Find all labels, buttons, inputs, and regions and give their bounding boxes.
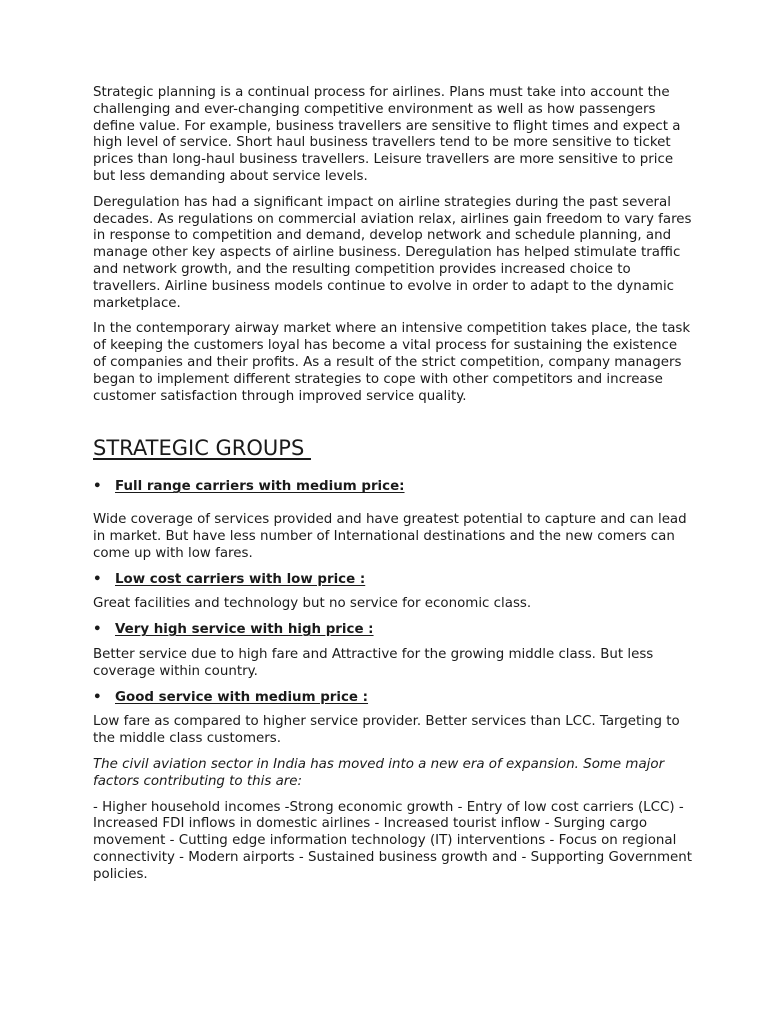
factors-paragraph: - Higher household incomes -Strong economic growth - Entry of low cost carriers (LCC) -Increased FDI inflows in domestic airlines - Increased tourist inflow - Surging cargo movement - Cutting edge information technology (IT) interventions - Focus on regional connectivity - Modern airports - Sustained business growth and - Supporting Government policies. bbox=[93, 799, 692, 882]
intro-paragraph-2: Deregulation has had a significant impact on airline strategies during the past several decades. As regulations on commercial aviation relax, airlines gain freedom to vary fares in response to competition and demand, develop network and schedule planning, and manage other key aspects of airline business. Deregulation has helped stimulate traffic and network growth, and the resulting competition provides increased choice to travellers. Airline business models continue to evolve in order to adapt to the dynamic marketplace. bbox=[93, 194, 692, 311]
group-description-good-service: Low fare as compared to higher service provider. Better services than LCC. Targeting to the middle class customers. bbox=[93, 714, 680, 747]
group-description-low-cost: Great facilities and technology but no service for economic class. bbox=[93, 596, 532, 612]
intro-paragraph-1: Strategic planning is a continual process for airlines. Plans must take into account the challenging and ever-changing competitive environment as well as how passengers define value. For example, business travellers are sensitive to flight times and expect a high level of service. Short haul business travellers tend to be more sensitive to ticket prices than long-haul business travellers. Leisure travellers are more sensitive to price but less demanding about service levels. bbox=[93, 85, 681, 184]
group-title-very-high-service bbox=[93, 622, 693, 639]
intro-paragraph-3: In the contemporary airway market where an intensive competition takes place, the task of keeping the customers loyal has become a vital process for sustaining the existence of companies and their profits. As a result of the strict competition, company managers began to implement different strategies to cope with other competitors and increase customer satisfaction through improved service quality. bbox=[93, 321, 691, 404]
bullet-icon: • bbox=[93, 571, 102, 587]
group-description-very-high-service: Better service due to high fare and Attractive for the growing middle class. But less coverage within country. bbox=[93, 646, 654, 679]
group-title-label: Very high service with high price : bbox=[115, 622, 374, 638]
italic-intro-paragraph: The civil aviation sector in India has moved into a new era of expansion. Some major factors contributing to this are: bbox=[93, 756, 665, 789]
group-description-full-range: Wide coverage of services provided and have greatest potential to capture and can lead in market. But have less number of International destinations and the new comers can come up with low fares. bbox=[93, 512, 687, 561]
bullet-icon: • bbox=[93, 479, 102, 495]
section-heading: STRATEGIC GROUPS bbox=[93, 436, 311, 461]
group-title-label: Full range carriers with medium price: bbox=[115, 479, 405, 495]
group-title-good-service bbox=[93, 690, 693, 707]
group-title-label: Low cost carriers with low price : bbox=[115, 571, 366, 587]
bullet-icon: • bbox=[93, 689, 102, 705]
document-page bbox=[93, 85, 693, 892]
group-title-full-range bbox=[93, 479, 693, 496]
group-title-label: Good service with medium price : bbox=[115, 689, 369, 705]
bullet-icon: • bbox=[93, 622, 102, 638]
group-title-low-cost bbox=[93, 572, 693, 589]
